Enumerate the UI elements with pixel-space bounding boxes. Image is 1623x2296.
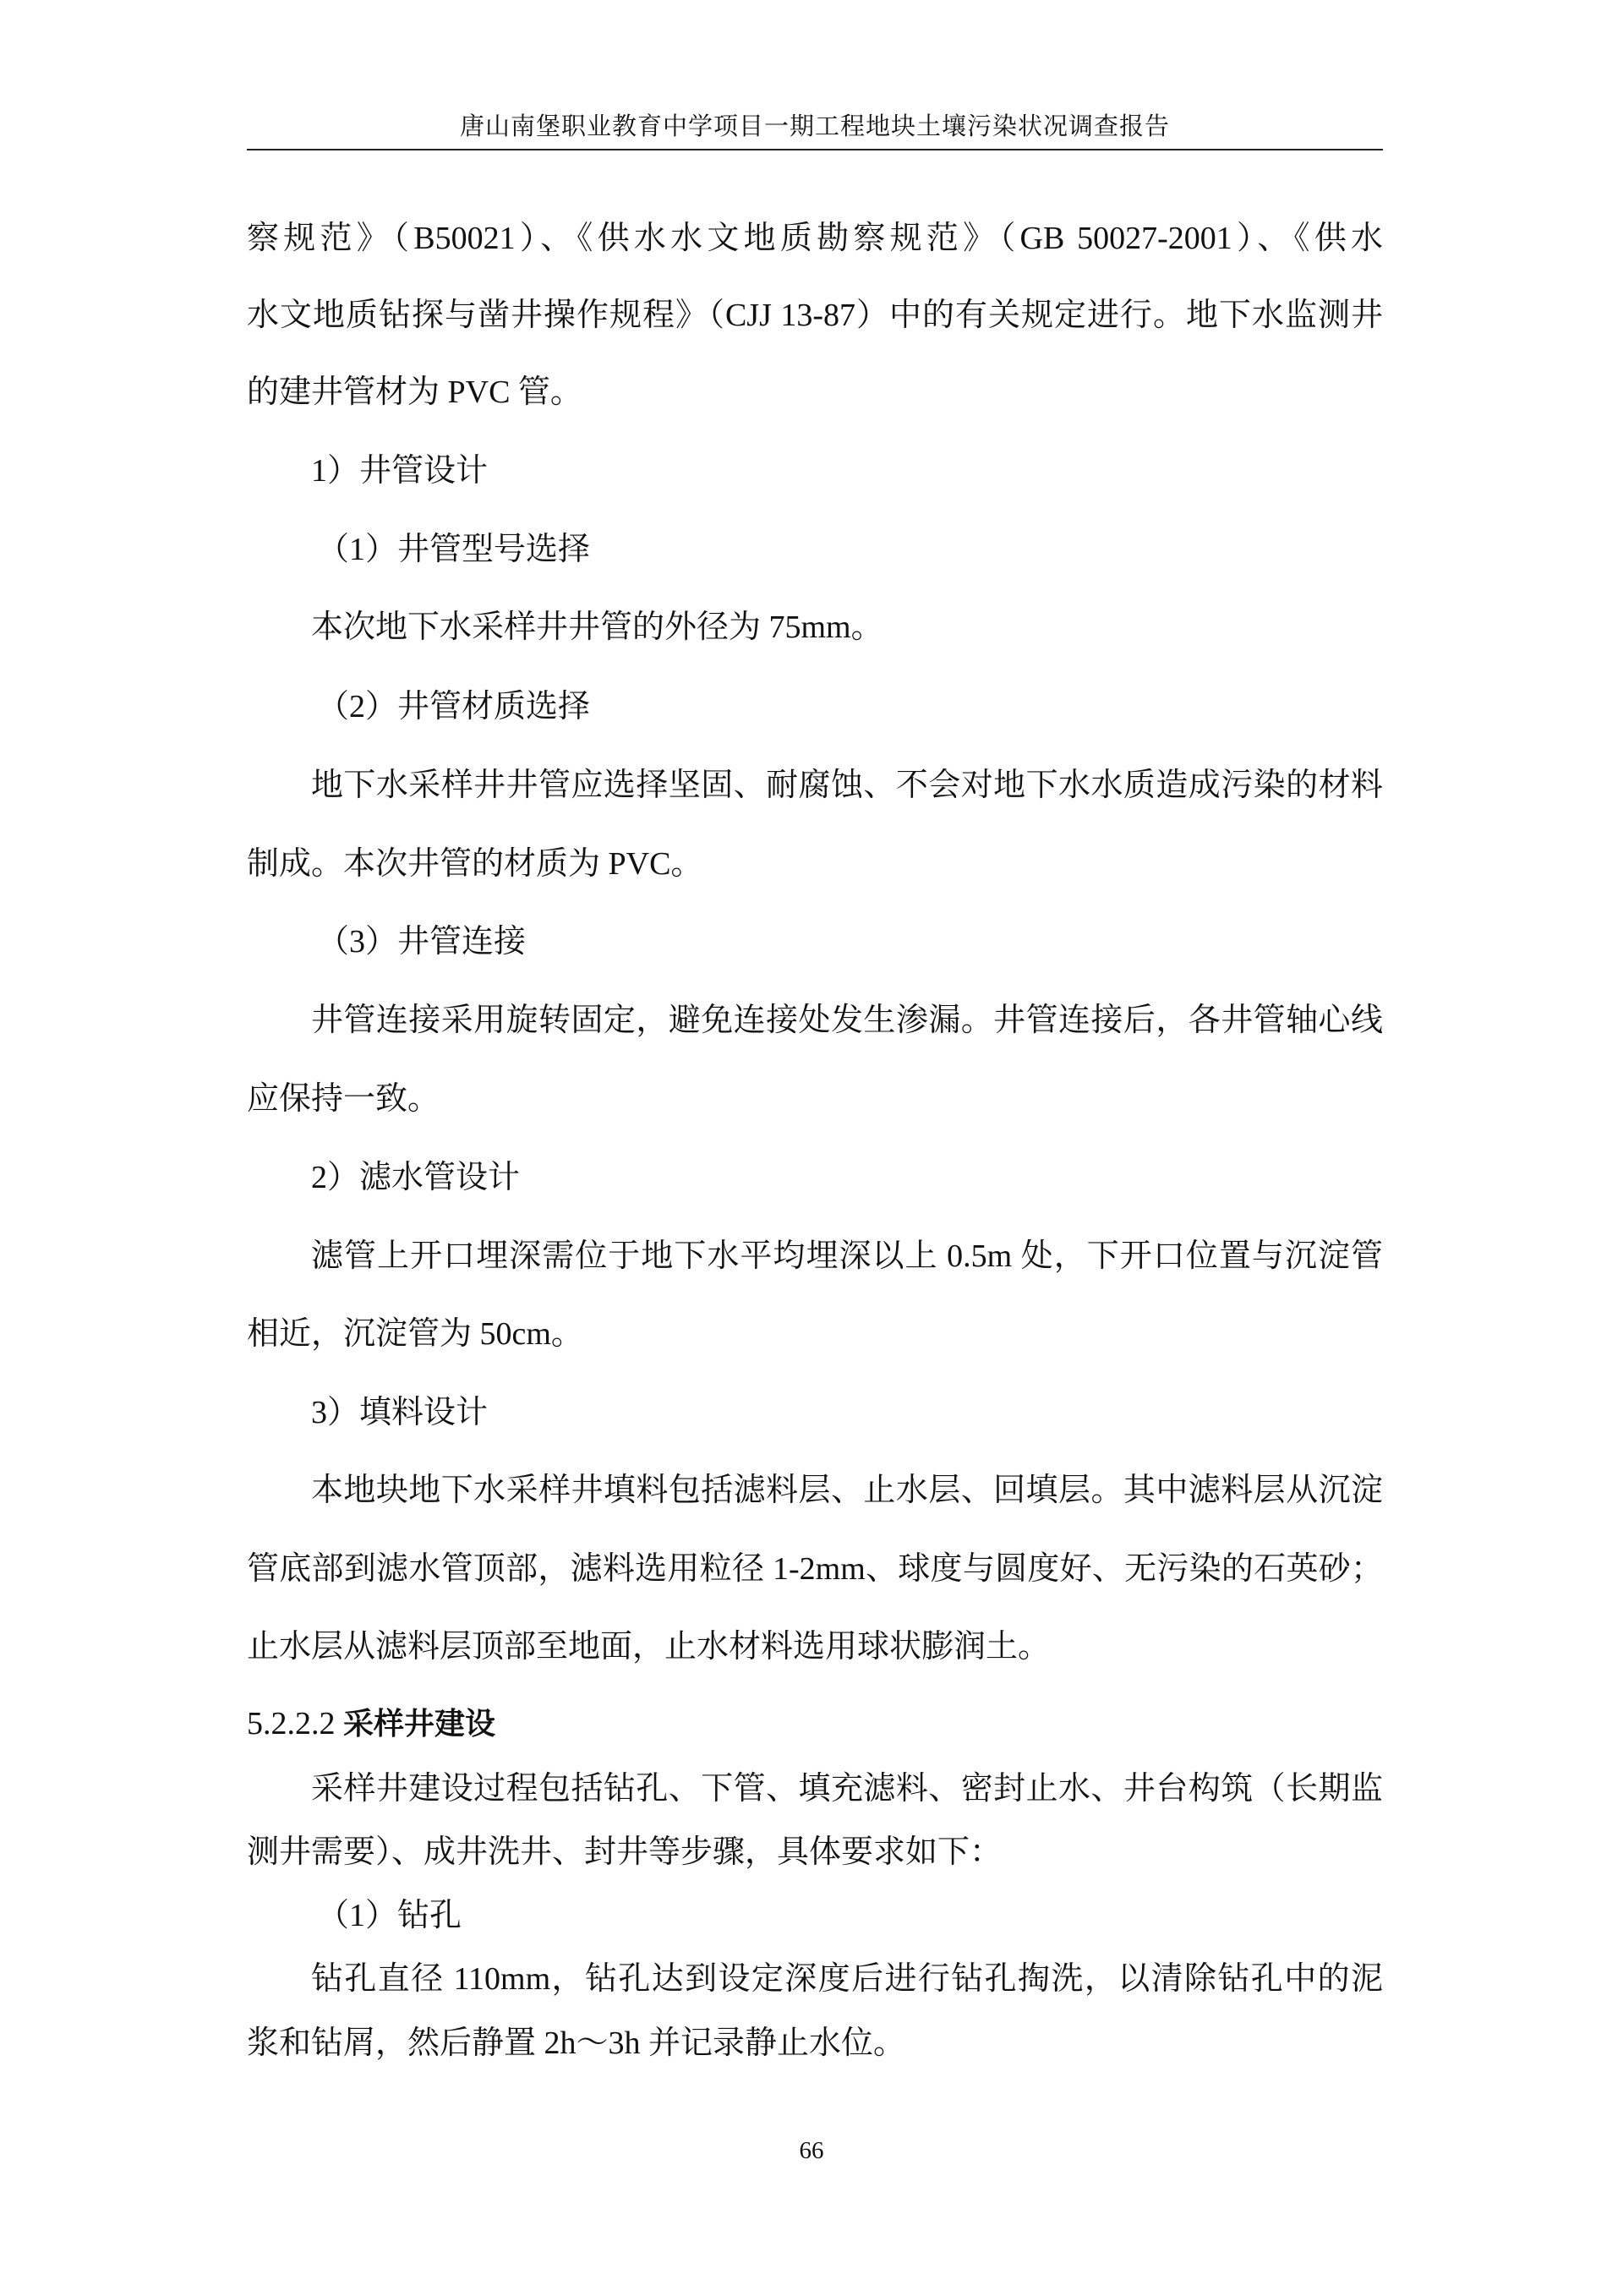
subheading-pipe-model: （1）井管型号选择 (317, 532, 591, 567)
paragraph-line: 本地块地下水采样井填料包括滤料层、止水层、回填层。其中滤料层从沉淀 (311, 1473, 1383, 1508)
paragraph-line: 相近，沉淀管为 50cm。 (247, 1316, 583, 1352)
paragraph-line: 测井需要）、成井洗井、封井等步骤，具体要求如下： (247, 1834, 1003, 1870)
paragraph-line: 采样井建设过程包括钻孔、下管、填充滤料、密封止水、井台构筑（长期监 (311, 1771, 1383, 1807)
section-number: 5.2.2.2 (247, 1706, 336, 1741)
paragraph-line: 浆和钻屑，然后静置 2h～3h 并记录静止水位。 (247, 2025, 906, 2061)
paragraph-line: 止水层从滤料层顶部至地面，止水材料选用球状膨润土。 (247, 1629, 1051, 1665)
subheading-pipe-connection: （3）井管连接 (317, 924, 527, 959)
paragraph-line: 水文地质钻探与凿井操作规程》（CJJ 13-87）中的有关规定进行。地下水监测井 (247, 298, 1383, 333)
section-title: 采样井建设 (343, 1706, 496, 1741)
paragraph-line: 本次地下水采样井井管的外径为 75mm。 (311, 610, 883, 645)
running-header: 唐山南堡职业教育中学项目一期工程地块土壤污染状况调查报告 (459, 113, 1170, 140)
subheading-well-pipe-design: 1）井管设计 (311, 453, 489, 489)
page-number: 66 (799, 2137, 824, 2164)
subheading-pipe-material: （2）井管材质选择 (317, 689, 591, 724)
paragraph-line: 管底部到滤水管顶部，滤料选用粒径 1-2mm、球度与圆度好、无污染的石英砂； (247, 1551, 1383, 1587)
header-rule (247, 149, 1383, 150)
paragraph-line: 制成。本次井管的材质为 PVC。 (247, 846, 703, 882)
paragraph-line: 钻孔直径 110mm，钻孔达到设定深度后进行钻孔掏洗，以清除钻孔中的泥 (311, 1961, 1383, 1997)
section-heading (247, 1702, 1383, 1746)
subheading-filter-pipe: 2）滤水管设计 (311, 1160, 521, 1195)
paragraph-line: 察规范》（B50021）、《供水水文地质勘察规范》（GB 50027-2001）、《供水 (247, 221, 1383, 256)
subheading-drilling: （1）钻孔 (317, 1898, 462, 1933)
paragraph-line: 应保持一致。 (247, 1081, 440, 1117)
paragraph-line: 地下水采样井井管应选择坚固、耐腐蚀、不会对地下水水质造成污染的材料 (311, 768, 1383, 803)
paragraph-line: 的建井管材为 PVC 管。 (247, 374, 582, 410)
paragraph-line: 井管连接采用旋转固定，避免连接处发生渗漏。井管连接后，各井管轴心线 (311, 1003, 1383, 1038)
paragraph-line: 滤管上开口埋深需位于地下水平均埋深以上 0.5m 处，下开口位置与沉淀管 (311, 1238, 1383, 1274)
subheading-fill-design: 3）填料设计 (311, 1395, 489, 1430)
